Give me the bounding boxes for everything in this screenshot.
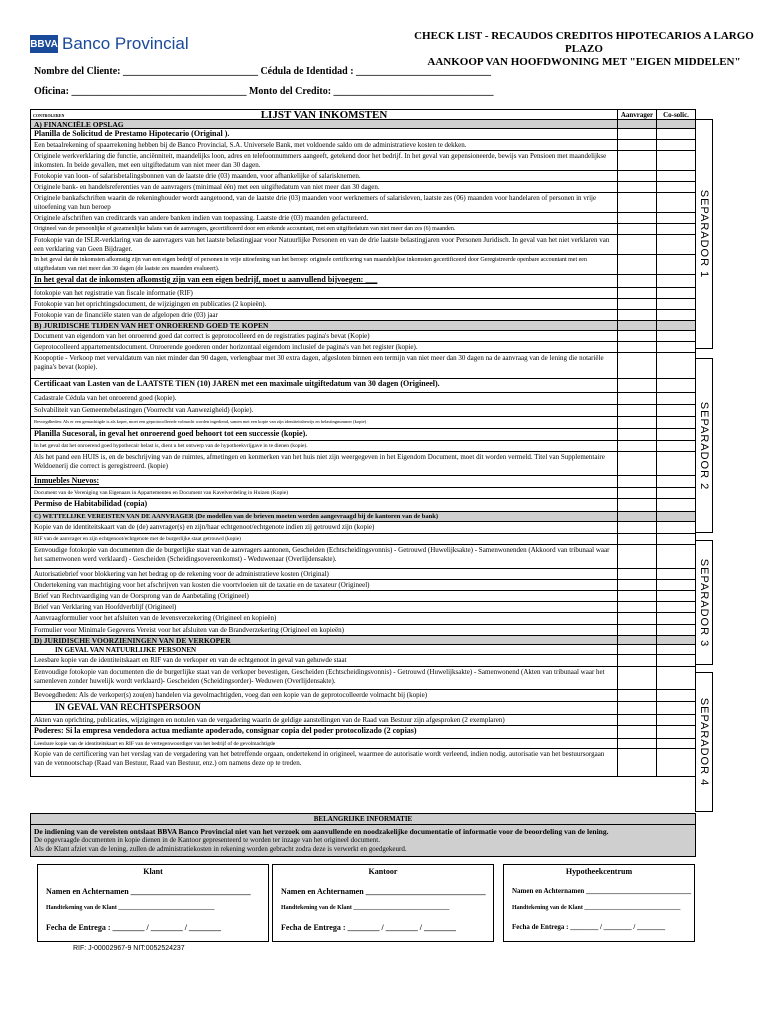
checkbox-co-solic[interactable]: [657, 299, 695, 309]
separador-2-label: SEPARADOR 2: [698, 401, 710, 490]
row-text: Inmuebles Nuevos:: [31, 476, 618, 487]
checkbox-co-solic[interactable]: [657, 715, 695, 725]
info-line-2: De opgevraagde documenten in kopie dienen in de Kantoor gepresenteerd te worden ter inzage van het origineel document.: [34, 836, 380, 844]
row-text: Fotokopie van de financiële staten van de afgelopen drie (03) jaar: [31, 310, 618, 320]
checkbox-co-solic[interactable]: [657, 569, 695, 579]
table-row: [31, 690, 695, 702]
row-text: Certificaat van Lasten van de LAATSTE TIEN (10) JAREN met een maximale uitgiftedatum van 30 dagen (Origineel).: [31, 379, 618, 392]
checkbox-co-solic[interactable]: [657, 255, 695, 274]
checkbox-aanvrager[interactable]: [618, 625, 657, 635]
checkbox-co-solic[interactable]: [657, 452, 695, 475]
checkbox-aanvrager[interactable]: [618, 655, 657, 666]
table-row: [31, 726, 695, 739]
info-line-1: De indiening van de vereisten ontslaat BBVA Banco Provincial niet van het verzoek om aanvullende en noodzakelijke documentatie of informatie voor de beoordeling van de lening.: [34, 827, 609, 836]
checkbox-co-solic[interactable]: [657, 655, 695, 666]
section-a-title: A) FINANCIËLE OPSLAG: [31, 120, 618, 128]
checkbox-co-solic[interactable]: [657, 235, 695, 254]
row-text: IN GEVAL VAN RECHTSPERSOON: [31, 702, 618, 714]
row-text: fotokopie van het registratie van fiscale informatie (RIF): [31, 288, 618, 298]
row-text: Aanvraagformulier voor het afsluiten van de levensverzekering (Origineel en kopieën): [31, 613, 618, 624]
date-field[interactable]: Fecha de Entrega : ________ / ________ / ________: [281, 923, 456, 932]
name-field[interactable]: Namen en Achternamen ______________________________: [512, 887, 692, 895]
checkbox-co-solic[interactable]: [657, 213, 695, 223]
checkbox-aanvrager[interactable]: [618, 224, 657, 234]
important-info-title: BELANGRIJKE INFORMATIE: [31, 814, 695, 825]
checkbox-co-solic[interactable]: [657, 275, 695, 287]
row-text: Originele afschriften van creditcards van andere banken indien van toepassing. Laatste drie (03) maanden gefactureerd.: [31, 213, 618, 223]
footer-rif: RIF: J-00002967-9 NIT:0052524237: [73, 945, 185, 952]
row-text: Planilla de Solicitud de Prestamo Hipotecario (Original ).: [31, 129, 618, 139]
checkbox-co-solic[interactable]: [657, 441, 695, 451]
row-text: Eenvoudige fotokopie van documenten die de burgerlijke staat van de aanvragers aantonen, Gescheiden (Echtscheidingsvonnis) - Getrouwd (Huwelijksakte) - Samenwonenden (Akkoord van tribunaal waar het samenwonen werd verklaard) - Gescheiden (Scheidingsovereenkomst) - Weduwenaar (Overlijdensakte).: [31, 545, 618, 568]
checkbox-aanvrager[interactable]: [618, 310, 657, 320]
table-row: [31, 569, 695, 580]
box-title: Hypotheekcentrum: [565, 867, 633, 876]
table-row: [31, 488, 695, 499]
table-title: LIJST VAN INKOMSTEN: [260, 110, 388, 119]
row-text: Fotokopie van het oprichtingsdocument, de wijzigingen en publicaties (2 kopieën).: [31, 299, 618, 309]
table-row: [31, 591, 695, 602]
checkbox-aanvrager[interactable]: [618, 749, 657, 776]
checkbox-co-solic[interactable]: [657, 129, 695, 139]
checkbox-aanvrager[interactable]: [618, 235, 657, 254]
signature-field[interactable]: Handtekening van de Klant ________________________________: [512, 905, 681, 911]
table-row: [31, 715, 695, 726]
table-row: [31, 129, 695, 140]
table-row: [31, 288, 695, 299]
table-row: [31, 213, 695, 224]
checkbox-co-solic[interactable]: [657, 690, 695, 701]
checkbox-co-solic[interactable]: [657, 667, 695, 689]
checkbox-aanvrager[interactable]: [618, 739, 657, 748]
checkbox-aanvrager[interactable]: [618, 151, 657, 170]
table-header: [31, 110, 695, 120]
signature-field[interactable]: Handtekening van de Klant ________________________________: [281, 905, 450, 911]
row-text: Originele bankafschriften waarin de rekeninghouder wordt aangetoond, van de laatste drie (03) maanden voor werknemers of salarisleven, laatste zes (06) maanden voor handelaren of personen in vrije uitoefening van hun beroep: [31, 193, 618, 212]
table-row: [31, 417, 695, 429]
checkbox-aanvrager[interactable]: [618, 275, 657, 287]
checkbox-co-solic[interactable]: [657, 182, 695, 192]
checkbox-aanvrager[interactable]: [618, 690, 657, 701]
table-row: [31, 171, 695, 182]
checkbox-co-solic[interactable]: [657, 522, 695, 533]
checkbox-aanvrager[interactable]: [618, 441, 657, 451]
row-text: Geprotocolleerd appartementsdocument. Onroerende goederen onder horizontaal eigendom inclusief de pagina's van het register (kopie).: [31, 342, 618, 352]
checkbox-co-solic[interactable]: [657, 591, 695, 601]
separador-4: [695, 672, 713, 812]
separador-4-label: SEPARADOR 4: [698, 697, 710, 787]
title-line-1: CHECK LIST - RECAUDOS CREDITOS HIPOTECARIOS A LARGO PLAZO: [414, 30, 754, 55]
checkbox-aanvrager[interactable]: [618, 488, 657, 498]
section-c-title: C) WETTELIJKE VEREISTEN VAN DE AANVRAGER (De modellen van de brieven moeten worden aangevraagd bij de kantoren van de bank): [31, 512, 618, 521]
table-row: [31, 299, 695, 310]
table-row: [31, 522, 695, 534]
row-text: Poderes: Si la empresa vendedora actua mediante apoderado, consignar copia del poder protocolizado (2 copias): [31, 726, 618, 738]
checkbox-aanvrager[interactable]: [618, 255, 657, 274]
section-b-header: [31, 321, 695, 331]
checkbox-aanvrager[interactable]: [618, 393, 657, 404]
row-text: Fotokopie van de ISLR-verklaring van de aanvragers van het laatste belastingjaar voor Natuurlijke Personen en van de drie laatste belastingjaren voor Personen Juridisch. In geval van het niet verklaren van een verklaring van Geen Bijdrager.: [31, 235, 618, 254]
checkbox-co-solic[interactable]: [657, 545, 695, 568]
signature-box-kantoor: [272, 864, 494, 942]
checkbox-co-solic[interactable]: [657, 353, 695, 378]
row-text: Als het pand een HUIS is, en de beschrijving van de ruimtes, afmetingen en kenmerken van het huis niet zijn weergegeven in het Eigendom Document, moet dit worden vermeld. Titel van Supplementaire Weldoenerij die correct is geregistreerd. (kopie): [31, 452, 618, 475]
table-row: [31, 655, 695, 667]
checkbox-aanvrager[interactable]: [618, 193, 657, 212]
client-fields-row: Nombre del Cliente: ___________________________ Cédula de Identidad : ___________________________: [34, 66, 492, 77]
table-row: [31, 545, 695, 569]
row-text: Eenvoudige fotokopie van documenten die de burgerlijke staat van de verkoper bevestigen, Gescheiden (Echtscheidingsvonnis) - Getrouwd (Huwelijksakte) - Samenwonend (Akten van tribunaal waar het samenleven zonder huwelijk wordt verklaard)- Gescheiden (Scheidingsorder)- Weduwen (Overlijdensakte).: [31, 667, 618, 689]
table-row: [31, 613, 695, 625]
table-title-cell: [31, 110, 618, 119]
separador-3-label: SEPARADOR 3: [698, 558, 710, 647]
checkbox-aanvrager[interactable]: [618, 452, 657, 475]
table-row: [31, 342, 695, 353]
name-field[interactable]: Namen en Achternamen ______________________________: [281, 887, 486, 896]
box-title: Klant: [143, 867, 163, 876]
row-text: Solvabiliteit van Gemeentebelastingen (Voorrecht van Aanwezigheid) (kopie).: [31, 405, 618, 416]
col-co-solic: Co-solic.: [663, 110, 689, 119]
row-text: Kopie van de certificering van het verslag van de vergadering van het betreffende orgaan, ondertekend in origineel, waarmee de autorisatie wordt verleend, indien nodig. autorisatie van het bestuursorgaan van de vennootschap (Raad van Bestuur, Raad van Bestuur, enz.) om namens deze op te treden.: [31, 749, 618, 776]
table-row: [31, 645, 695, 655]
checkbox-co-solic[interactable]: [657, 417, 695, 428]
checkbox-aanvrager[interactable]: [618, 715, 657, 725]
section-b-title: B) JURIDISCHE TIJDEN VAN HET ONROEREND GOED TE KOPEN: [31, 321, 618, 330]
checkbox-co-solic[interactable]: [657, 739, 695, 748]
table-row: [31, 393, 695, 405]
checkbox-co-solic[interactable]: [657, 405, 695, 416]
checkbox-aanvrager[interactable]: [618, 476, 657, 487]
separador-2: [695, 358, 713, 533]
table-row: [31, 379, 695, 393]
table-row: [31, 580, 695, 591]
checkbox-co-solic[interactable]: [657, 429, 695, 440]
table-row: [31, 452, 695, 476]
row-text: Akten van oprichting, publicaties, wijzigingen en notulen van de vergadering waarin de geldige aanstellingen van de Raad van Bestuur zijn afgesproken (2 exemplaren): [31, 715, 618, 725]
checkbox-aanvrager[interactable]: [618, 580, 657, 590]
date-field[interactable]: Fecha de Entrega : ________ / ________ / ________: [46, 923, 221, 932]
checkbox-aanvrager[interactable]: [618, 182, 657, 192]
row-text: Leesbare kopie van de identiteitskaart en RIF van de vertegenwoordiger van het bedrijf of de gevolmachtigde: [31, 739, 618, 748]
info-line-3: Als de Klant afziet van de lening, zullen de administratiekosten in rekening worden gebracht zodra deze is verwerkt en goedgekeurd.: [34, 845, 407, 853]
row-text: Formulier voor Minimale Gegevens Vereist voor het afsluiten van de Brandverzekering (Origineel en kopieën): [31, 625, 618, 635]
table-row: [31, 405, 695, 417]
row-text: Brief van Rechtvaardiging van de Oorsprong van de Aanbetaling (Origineel): [31, 591, 618, 601]
checkbox-aanvrager[interactable]: [618, 171, 657, 181]
row-text: Document van de Vereniging van Eigenaars in Appartementen en Document van Kavelverdeling in Huizen (Kopie): [31, 488, 618, 498]
row-text: In het geval dat het onroerend goed hypothecair belast is, dient u het ontwerp van de hypotheekvrijgave in te dienen (kopie).: [31, 441, 618, 451]
checkbox-aanvrager[interactable]: [618, 726, 657, 738]
checkbox-co-solic[interactable]: [657, 488, 695, 498]
checkbox-aanvrager[interactable]: [618, 417, 657, 428]
checkbox-aanvrager[interactable]: [618, 534, 657, 544]
row-text: IN GEVAL VAN NATUURLIJKE PERSONEN: [31, 645, 618, 654]
row-text: Document van eigendom van het onroerend goed dat correct is geprotocolleerd en de registraties pagina's bevat (Kopie): [31, 331, 618, 341]
table-row: [31, 140, 695, 151]
table-row: [31, 499, 695, 512]
checkbox-co-solic[interactable]: [657, 749, 695, 776]
checkbox-aanvrager[interactable]: [618, 342, 657, 352]
checkbox-co-solic[interactable]: [657, 580, 695, 590]
important-info-body: [31, 825, 695, 856]
checkbox-aanvrager[interactable]: [618, 591, 657, 601]
table-row: [31, 224, 695, 235]
table-row: [31, 739, 695, 749]
checkbox-co-solic[interactable]: [657, 499, 695, 511]
checkbox-aanvrager[interactable]: [618, 499, 657, 511]
table-row: [31, 331, 695, 342]
bank-name: Banco Provincial: [62, 34, 189, 53]
checkbox-aanvrager[interactable]: [618, 379, 657, 392]
table-row: [31, 151, 695, 171]
table-row: [31, 534, 695, 545]
row-text: Cadastrale Cédula van het onroerend goed (kopie).: [31, 393, 618, 404]
checkbox-aanvrager[interactable]: [618, 213, 657, 223]
row-text: Originele bank- en handelsreferenties van de aanvragers (minimaal één) met een uitgiftedatum van niet meer dan 30 dagen.: [31, 182, 618, 192]
checkbox-aanvrager[interactable]: [618, 129, 657, 139]
checkbox-co-solic[interactable]: [657, 613, 695, 624]
checkbox-co-solic[interactable]: [657, 379, 695, 392]
section-d-header: [31, 636, 695, 645]
box-title: Kantoor: [368, 867, 398, 876]
table-row: [31, 235, 695, 255]
important-info: [30, 813, 696, 857]
table-row: [31, 310, 695, 321]
row-text: Permiso de Habitabilidad (copia): [31, 499, 618, 511]
checkbox-co-solic[interactable]: [657, 310, 695, 320]
row-text: Brief van Verklaring van Hoofdverblijf (Origineel): [31, 602, 618, 612]
checkbox-co-solic[interactable]: [657, 151, 695, 170]
table-row: [31, 255, 695, 275]
checkbox-co-solic[interactable]: [657, 193, 695, 212]
col-aanvrager: Aanvrager: [618, 110, 657, 119]
checklist-table: [30, 109, 696, 777]
section-c-header: [31, 512, 695, 522]
separador-1-label: SEPARADOR 1: [698, 189, 710, 279]
row-text: Origineel van de persoonlijke of gezamenlijke balans van de aanvragers, gecertificeerd door een erkende accountant, met een uitgiftedatum van niet meer dan zes (6) maanden.: [31, 224, 618, 234]
table-row: [31, 441, 695, 452]
table-row: [31, 602, 695, 613]
checkbox-aanvrager[interactable]: [618, 429, 657, 440]
checkbox-aanvrager[interactable]: [618, 405, 657, 416]
signature-box-hypotheekcentrum: [503, 864, 695, 942]
row-text: Een betaalrekening of spaarrekening hebben bij de Banco Provincial, S.A. Universele Bank, met voldoende saldo om de administratieve kosten te dekken.: [31, 140, 618, 150]
bank-logo: [30, 34, 189, 54]
row-text: Fotokopie van loon- of salarisbetalingsbonnen van de laatste drie (03) maanden, voor afhankelijke of salarisknemen.: [31, 171, 618, 181]
date-field[interactable]: Fecha de Entrega : ________ / ________ / ________: [512, 923, 666, 931]
office-fields-row: Oficina: ___________________________________ Monto del Credito: ________________________________: [34, 86, 494, 97]
row-text: In het geval dat de inkomsten afkomstig zijn van een eigen bedrijf, moet u aanvullend bijvoegen: ___: [31, 275, 618, 287]
row-text: Kopie van de identiteitskaart van de (de) aanvrager(s) en zijn/haar echtgenoot/echtgenote indien zij getrouwd zijn (kopie): [31, 522, 618, 533]
row-text: Leesbare kopie van de identiteitskaart en RIF van de verkoper en van de echtgenoot in geval van gehuwde staat: [31, 655, 618, 666]
row-text: Autorisatiebrief voor blokkering van het bedrag op de rekening voor de administratieve kosten (Original): [31, 569, 618, 579]
table-row: [31, 182, 695, 193]
checkbox-aanvrager[interactable]: [618, 299, 657, 309]
signature-box-klant: [37, 864, 269, 942]
checkbox-co-solic[interactable]: [657, 224, 695, 234]
signature-field[interactable]: Handtekening van de Klant ________________________________: [46, 905, 215, 911]
checkbox-aanvrager[interactable]: [618, 353, 657, 378]
table-row: [31, 193, 695, 213]
row-text: Ondertekening van machtiging voor het afschrijven van kosten die voortvloeien uit de taxatie en de taxateur (Origineel): [31, 580, 618, 590]
row-text: Bevoegdheden: Als de verkoper(s) zou(en) handelen via gevolmachtigden, voeg dan een kopie van de geprotocolleerde volmacht bij (kopie): [31, 690, 618, 701]
section-d-title: D) JURIDISCHE VOORZIENINGEN VAN DE VERKOPER: [31, 636, 618, 644]
row-text: In het geval dat de inkomsten afkomstig zijn van een eigen bedrijf of personen in vrije uitoefening van het beroep: originele certificering van maandelijkse inkomsten gecertificeerd door Geregistreerde openbare accountant met een uitgiftedatum van niet meer dan 30 dagen (de laatste zes maanden evalueert).: [31, 255, 618, 274]
table-row: [31, 476, 695, 488]
row-text: Originele werkverklaring die functie, anciënniteit, maandelijks loon, adres en telefoonnummers aangeeft, getekend door het bedrijf. In het geval van gepensioneerde, bewijs van Pensioen met maandelijkse inkomsten. In beide gevallen, met een uitgiftedatum van niet meer dan 30 dagen.: [31, 151, 618, 170]
table-corner-label: CONTROLEREN: [33, 113, 65, 118]
table-row: [31, 702, 695, 715]
checkbox-co-solic[interactable]: [657, 331, 695, 341]
checkbox-co-solic[interactable]: [657, 602, 695, 612]
checkbox-aanvrager[interactable]: [618, 569, 657, 579]
checkbox-co-solic[interactable]: [657, 476, 695, 487]
checkbox-aanvrager[interactable]: [618, 140, 657, 150]
name-field[interactable]: Namen en Achternamen ______________________________: [46, 887, 251, 896]
table-row: [31, 429, 695, 441]
separador-1: [695, 119, 713, 349]
separador-3: [695, 540, 713, 665]
checkbox-aanvrager[interactable]: [618, 613, 657, 624]
bbva-logo-mark: BBVA: [30, 35, 58, 53]
checkbox-aanvrager[interactable]: [618, 545, 657, 568]
checkbox-co-solic[interactable]: [657, 288, 695, 298]
row-text: Koopoptie - Verkoop met vervaldatum van niet minder dan 90 dagen, verlengbaar met 30 extra dagen, afgesloten binnen een termijn van niet meer dan 30 dagen na de aanvraag van de lening die notariële pagina's bevat (kopie).: [31, 353, 618, 378]
checkbox-aanvrager[interactable]: [618, 602, 657, 612]
checkbox-co-solic[interactable]: [657, 140, 695, 150]
checkbox-aanvrager[interactable]: [618, 667, 657, 689]
checkbox-aanvrager[interactable]: [618, 288, 657, 298]
checkbox-co-solic[interactable]: [657, 726, 695, 738]
table-row: [31, 353, 695, 379]
checkbox-co-solic[interactable]: [657, 171, 695, 181]
table-row: [31, 749, 695, 776]
table-row: [31, 625, 695, 636]
checkbox-aanvrager[interactable]: [618, 522, 657, 533]
table-row: [31, 275, 695, 288]
checkbox-co-solic[interactable]: [657, 625, 695, 635]
checkbox-co-solic[interactable]: [657, 534, 695, 544]
row-text: RIF van de aanvrager en zijn echtgenoot/echtgenote met de burgerlijke staat getrouwd (kopie): [31, 534, 618, 544]
row-text: Bevoegdheden: Als er een gemachtigde is als koper, moet een geprotocolleerde volmacht worden ingediend, samen met een kopie van zijn identiteitsbewijs en belastingnummer (kopie): [31, 417, 618, 428]
section-a-header: [31, 120, 695, 129]
checkbox-aanvrager[interactable]: [618, 331, 657, 341]
checkbox-co-solic[interactable]: [657, 393, 695, 404]
row-text: Planilla Sucesoral, in geval het onroerend goed behoort tot een successie (kopie).: [31, 429, 618, 440]
checkbox-co-solic[interactable]: [657, 342, 695, 352]
table-row: [31, 667, 695, 690]
title-line-2: AANKOOP VAN HOOFDWONING MET "EIGEN MIDDELEN": [427, 56, 741, 68]
page-title: [400, 30, 768, 69]
